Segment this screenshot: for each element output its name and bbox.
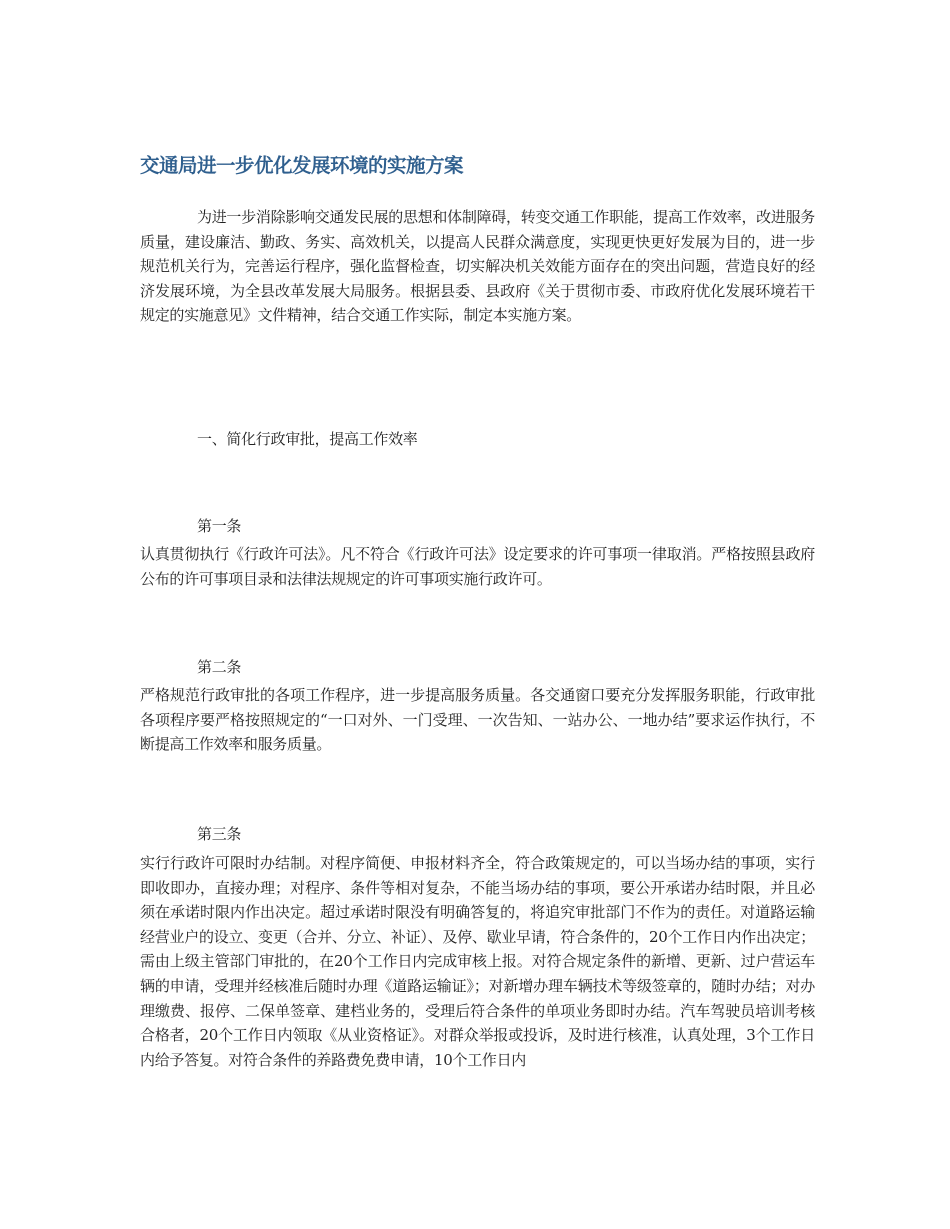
article-1-text: 认真贯彻执行《行政许可法》。凡不符合《行政许可法》设定要求的许可事项一律取消。严格按照县政府公布的许可事项目录和法律法规规定的许可事项实施行政许可。 bbox=[140, 545, 815, 588]
article-2-label: 第二条 bbox=[197, 658, 242, 676]
section-heading-1: 一、简化行政审批，提高工作效率 bbox=[197, 430, 418, 448]
article-3-label: 第三条 bbox=[197, 825, 242, 843]
article-3-text: 实行行政许可限时办结制。对程序简便、申报材料齐全，符合政策规定的，可以当场办结的事项，实行即收即办，直接办理；对程序、条件等相对复杂，不能当场办结的事项，要公开承诺办结时限，并且必须在承诺时限内作出决定。超过承诺时限没有明确答复的，将追究审批部门不作为的责任。对道路运输经营业户的设立、变更（合并、分立、补证）、及停、歇业早请，符合条件的，20个工作日内作出决定；需由上级主管部门审批的，在20个工作日内完成审核上报。对符合规定条件的新增、更新、过户营运车辆的申请，受理并经核准后随时办理《道路运输证》；对新增办理车辆技术等级签章的，随时办结；对办理缴费、报停、二保单签章、建档业务的，受理后符合条件的单项业务即时办结。汽车驾驶员培训考核合格者，20个工作日内领取《从业资格证》。对群众举报或投诉，及时进行核准，认真处理，3个工作日内给予答复。对符合条件的养路费免费申请，10个工作日内 bbox=[140, 854, 815, 1069]
intro-paragraph: 为进一步消除影响交通发民展的思想和体制障碍，转变交通工作职能，提高工作效率，改进服务质量，建设廉洁、勤政、务实、高效机关，以提高人民群众满意度，实现更快更好发展为目的，进一步规范机关行为，完善运行程序，强化监督检查，切实解决机关效能方面存在的突出问题，营造良好的经济发展环境，为全县改革发展大局服务。根据县委、县政府《关于贯彻市委、市政府优化发展环境若干规定的实施意见》文件精神，结合交通工作实际，制定本实施方案。 bbox=[140, 208, 815, 325]
document-title: 交通局进一步优化发展环境的实施方案 bbox=[140, 154, 464, 177]
article-1-label: 第一条 bbox=[197, 517, 242, 535]
article-2-text: 严格规范行政审批的各项工作程序，进一步提高服务质量。各交通窗口要充分发挥服务职能，行政审批各项程序要严格按照规定的“一口对外、一门受理、一次告知、一站办公、一地办结”要求运作执行，不断提高工作效率和服务质量。 bbox=[140, 686, 815, 754]
